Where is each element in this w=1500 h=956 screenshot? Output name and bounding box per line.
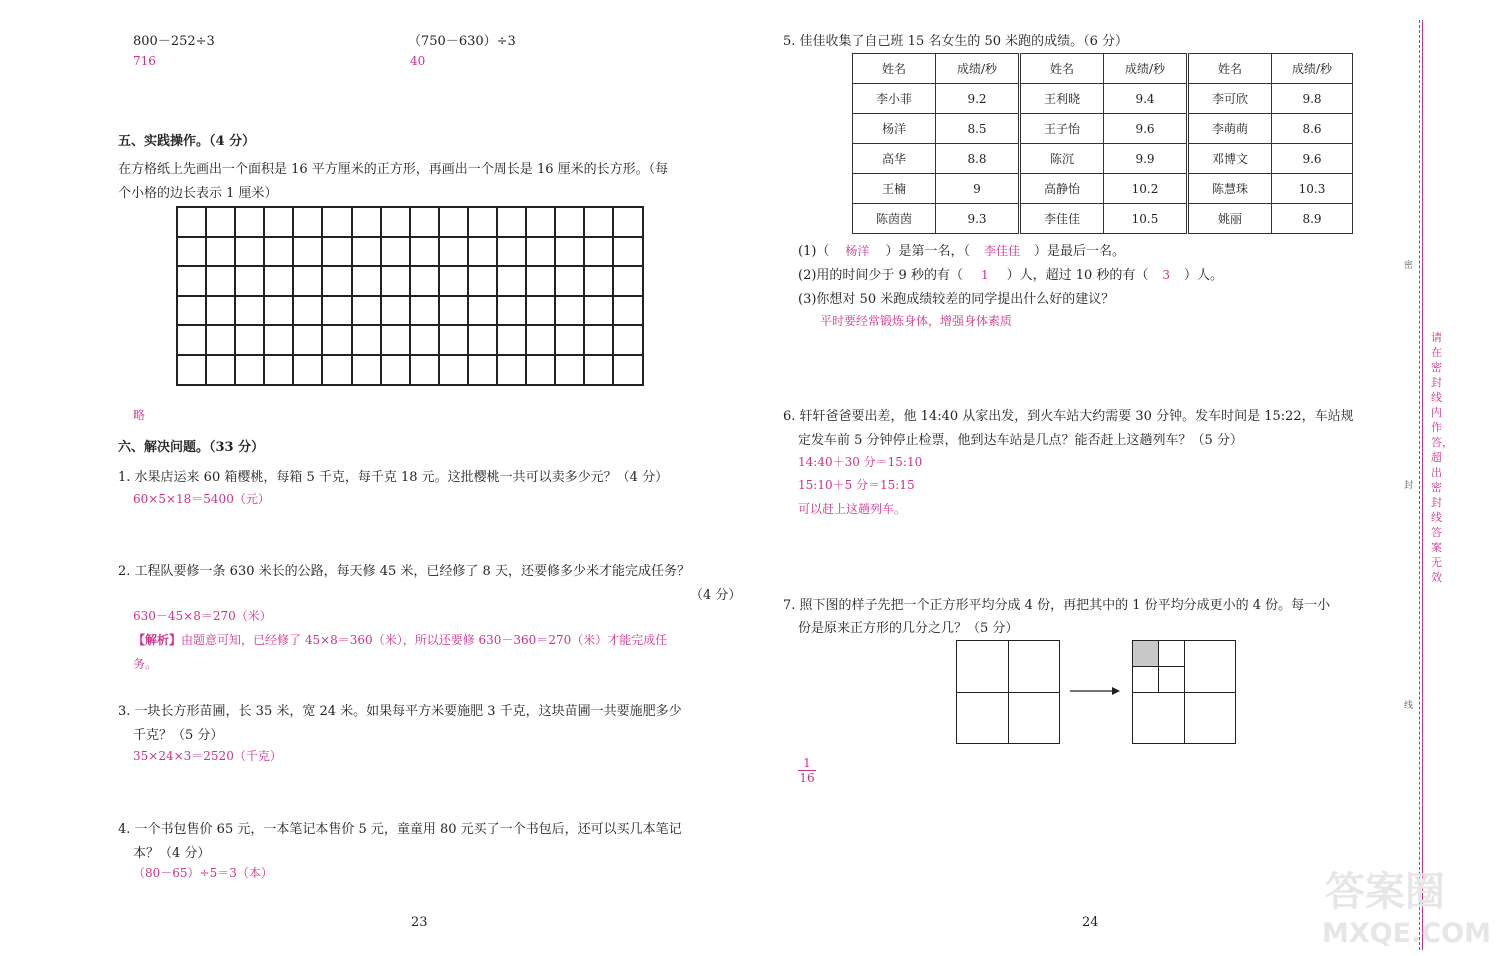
table-header-row bbox=[853, 54, 1353, 84]
grid-cell bbox=[293, 355, 322, 385]
grid-cell bbox=[264, 237, 293, 267]
table-row bbox=[853, 174, 1353, 204]
grid-cell bbox=[352, 237, 381, 267]
score-cell: 9.3 bbox=[936, 204, 1020, 234]
grid-cell bbox=[235, 207, 264, 237]
calc2-answer: 40 bbox=[410, 54, 426, 68]
grid-cell bbox=[352, 207, 381, 237]
grid-cell bbox=[613, 266, 642, 296]
grid-cell bbox=[468, 266, 497, 296]
grid-cell bbox=[264, 325, 293, 355]
score-cell: 8.5 bbox=[936, 114, 1020, 144]
grid-cell bbox=[555, 325, 584, 355]
page-number-right: 24 bbox=[1082, 915, 1099, 930]
grid-cell bbox=[352, 325, 381, 355]
shaded-small-part bbox=[1133, 641, 1158, 666]
student-name-cell: 王子怡 bbox=[1020, 114, 1104, 144]
grid-cell bbox=[584, 237, 613, 267]
grid-cell bbox=[381, 207, 410, 237]
q5-title: 5. 佳佳收集了自己班 15 名女生的 50 米跑的成绩。（6 分） bbox=[783, 34, 1129, 49]
table-row bbox=[853, 114, 1353, 144]
grid-cell bbox=[381, 296, 410, 326]
analysis-text: 由题意可知，已经修了 45×8＝360（米），所以还要修 630－360＝270（米）才能完成任 bbox=[181, 633, 668, 647]
section5-answer: 略 bbox=[133, 408, 146, 422]
section5-text-line2: 个小格的边长表示 1 厘米） bbox=[118, 186, 278, 201]
grid-cell bbox=[206, 296, 235, 326]
table-row bbox=[853, 204, 1353, 234]
student-name-cell: 王楠 bbox=[853, 174, 936, 204]
score-cell: 10.2 bbox=[1104, 174, 1188, 204]
grid-cell bbox=[555, 355, 584, 385]
table-header-cell: 成绩/秒 bbox=[936, 54, 1020, 84]
sub1-mid: ）是第一名，（ bbox=[885, 244, 970, 259]
grid-cell bbox=[264, 355, 293, 385]
grid-cell bbox=[206, 266, 235, 296]
grid-cell bbox=[293, 266, 322, 296]
grid-row bbox=[177, 237, 643, 267]
grid-cell bbox=[439, 325, 468, 355]
grid-cell bbox=[613, 296, 642, 326]
grid-cell bbox=[468, 355, 497, 385]
grid-cell bbox=[584, 207, 613, 237]
grid-cell bbox=[555, 266, 584, 296]
grid-cell bbox=[613, 355, 642, 385]
grid-cell bbox=[613, 207, 642, 237]
fraction-denominator: 16 bbox=[799, 771, 815, 785]
q5-sub3-answer: 平时要经常锻炼身体，增强身体素质 bbox=[820, 314, 1013, 328]
grid-cell bbox=[526, 325, 555, 355]
seal-notice: 请在密封线内作答，超出密封线答案无效 bbox=[1431, 331, 1453, 584]
grid-cell bbox=[584, 355, 613, 385]
grid-cell bbox=[584, 296, 613, 326]
grid-cell bbox=[235, 355, 264, 385]
q4-answer: （80－65）÷5＝3（本） bbox=[133, 866, 273, 880]
grid-cell bbox=[381, 237, 410, 267]
grid-cell bbox=[439, 237, 468, 267]
student-name-cell: 李萌萌 bbox=[1188, 114, 1272, 144]
grid-cell bbox=[177, 266, 206, 296]
sub2-mid: ）人，超过 10 秒的有（ bbox=[1006, 268, 1149, 283]
seal-mark-3: 线 bbox=[1404, 698, 1413, 711]
q4-text-line1: 4. 一个书包售价 65 元，一本笔记本售价 5 元，童童用 80 元买了一个书包后，还可以买几本笔记 bbox=[118, 822, 682, 837]
grid-cell bbox=[206, 237, 235, 267]
grid-row bbox=[177, 266, 643, 296]
grid-cell bbox=[177, 237, 206, 267]
grid-cell bbox=[468, 325, 497, 355]
q5-sub3-text: (3)你想对 50 米跑成绩较差的同学提出什么好的建议？ bbox=[798, 292, 1115, 307]
grid-cell bbox=[322, 207, 351, 237]
table-header-cell: 姓名 bbox=[1020, 54, 1104, 84]
student-name-cell: 高华 bbox=[853, 144, 936, 174]
grid-row bbox=[177, 207, 643, 237]
sub2-answer2: 3 bbox=[1162, 268, 1171, 282]
grid-cell bbox=[526, 296, 555, 326]
grid-cell bbox=[526, 355, 555, 385]
q3-answer: 35×24×3＝2520（千克） bbox=[133, 749, 282, 763]
sub1-pre: (1)（ bbox=[798, 244, 830, 259]
grid-cell bbox=[468, 296, 497, 326]
grid-cell bbox=[439, 207, 468, 237]
sub1-answer2: 李佳佳 bbox=[983, 244, 1020, 258]
grid-cell bbox=[584, 266, 613, 296]
score-cell: 8.8 bbox=[936, 144, 1020, 174]
calc2-expression: （750－630）÷3 bbox=[408, 34, 516, 49]
q6-text-line1: 6. 轩轩爸爸要出差，他 14:40 从家出发，到火车站大约需要 30 分钟。发车时间是 15:22，车站规 bbox=[783, 409, 1354, 424]
watermark-url: MXQE.COM bbox=[1322, 918, 1491, 949]
score-cell: 10.5 bbox=[1104, 204, 1188, 234]
section5-title: 五、实践操作。（4 分） bbox=[118, 134, 256, 149]
q2-answer: 630－45×8＝270（米） bbox=[133, 609, 272, 623]
q7-answer-fraction bbox=[798, 756, 816, 785]
calc1-expression: 800－252÷3 bbox=[133, 34, 215, 49]
grid-cell bbox=[322, 355, 351, 385]
grid-cell bbox=[410, 325, 439, 355]
score-cell: 9.6 bbox=[1104, 114, 1188, 144]
grid-cell bbox=[410, 207, 439, 237]
grid-cell bbox=[235, 237, 264, 267]
section6-title: 六、解决问题。（33 分） bbox=[118, 440, 265, 455]
grid-cell bbox=[439, 355, 468, 385]
grid-cell bbox=[322, 266, 351, 296]
square-grid-paper bbox=[176, 206, 644, 386]
q4-text-line2: 本？（4 分） bbox=[133, 846, 211, 861]
grid-cell bbox=[497, 296, 526, 326]
student-name-cell: 陈沉 bbox=[1020, 144, 1104, 174]
grid-cell bbox=[293, 296, 322, 326]
student-name-cell: 杨洋 bbox=[853, 114, 936, 144]
page-number-left: 23 bbox=[411, 915, 428, 930]
grid-cell bbox=[381, 355, 410, 385]
grid-cell bbox=[206, 325, 235, 355]
q7-text-line2: 份是原来正方形的几分之几？（5 分） bbox=[798, 621, 1019, 636]
grid-cell bbox=[322, 325, 351, 355]
q3-text-line1: 3. 一块长方形苗圃，长 35 米，宽 24 米。如果每平方米要施肥 3 千克，这块苗圃一共要施肥多少 bbox=[118, 704, 682, 719]
seal-line-solid bbox=[1422, 20, 1423, 950]
score-cell: 9 bbox=[936, 174, 1020, 204]
grid-cell bbox=[352, 296, 381, 326]
grid-cell bbox=[352, 266, 381, 296]
q5-sub1 bbox=[798, 240, 1125, 259]
score-cell: 9.4 bbox=[1104, 84, 1188, 114]
grid-cell bbox=[235, 325, 264, 355]
grid-cell bbox=[293, 237, 322, 267]
grid-cell bbox=[410, 296, 439, 326]
score-cell: 8.6 bbox=[1272, 114, 1353, 144]
q2-score: （4 分） bbox=[690, 588, 742, 603]
seal-line-dashed bbox=[1419, 20, 1420, 950]
q1-text: 1. 水果店运来 60 箱樱桃，每箱 5 千克，每千克 18 元。这批樱桃一共可以卖多少元？（4 分） bbox=[118, 470, 669, 485]
grid-cell bbox=[497, 207, 526, 237]
section5-text-line1: 在方格纸上先画出一个面积是 16 平方厘米的正方形，再画出一个周长是 16 厘米的长方形。（每 bbox=[118, 162, 669, 177]
q2-text: 2. 工程队要修一条 630 米长的公路，每天修 45 米，已经修了 8 天，还要修多少米才能完成任务？ bbox=[118, 564, 690, 579]
score-cell: 9.9 bbox=[1104, 144, 1188, 174]
grid-cell bbox=[293, 207, 322, 237]
grid-cell bbox=[497, 237, 526, 267]
grid-cell bbox=[526, 237, 555, 267]
running-score-table bbox=[852, 53, 1353, 234]
watermark-logo-text: 答案圈 bbox=[1325, 869, 1445, 915]
score-cell: 9.2 bbox=[936, 84, 1020, 114]
grid-cell bbox=[177, 355, 206, 385]
q6-answer-line1: 14:40＋30 分＝15:10 bbox=[798, 455, 923, 469]
score-cell: 9.6 bbox=[1272, 144, 1353, 174]
grid-cell bbox=[497, 325, 526, 355]
sub2-pre: (2)用的时间少于 9 秒的有（ bbox=[798, 268, 963, 283]
table-row bbox=[853, 144, 1353, 174]
grid-cell bbox=[235, 266, 264, 296]
student-name-cell: 邓博文 bbox=[1188, 144, 1272, 174]
grid-row bbox=[177, 325, 643, 355]
q6-answer-line2: 15:10＋5 分＝15:15 bbox=[798, 478, 915, 492]
grid-cell bbox=[613, 325, 642, 355]
grid-cell bbox=[555, 296, 584, 326]
q6-text-line2: 定发车前 5 分钟停止检票，他到达车站是几点？能否赶上这趟列车？（5 分） bbox=[798, 433, 1243, 448]
score-cell: 10.3 bbox=[1272, 174, 1353, 204]
analysis-tag: 【解析】 bbox=[133, 633, 182, 647]
grid-cell bbox=[322, 296, 351, 326]
q2-analysis-line1 bbox=[133, 631, 667, 648]
seal-mark-2: 封 bbox=[1404, 478, 1413, 491]
table-row bbox=[853, 84, 1353, 114]
grid-cell bbox=[526, 266, 555, 296]
grid-cell bbox=[497, 355, 526, 385]
table-header-cell: 姓名 bbox=[1188, 54, 1272, 84]
student-name-cell: 高静怡 bbox=[1020, 174, 1104, 204]
grid-row bbox=[177, 296, 643, 326]
grid-cell bbox=[264, 266, 293, 296]
q5-sub2 bbox=[798, 264, 1223, 283]
grid-cell bbox=[381, 266, 410, 296]
grid-cell bbox=[439, 266, 468, 296]
grid-cell bbox=[613, 237, 642, 267]
grid-cell bbox=[497, 266, 526, 296]
grid-cell bbox=[468, 237, 497, 267]
q6-answer-line3: 可以赶上这趟列车。 bbox=[798, 502, 907, 516]
fraction-numerator: 1 bbox=[803, 756, 811, 770]
grid-cell bbox=[322, 237, 351, 267]
student-name-cell: 陈茵茵 bbox=[853, 204, 936, 234]
grid-cell bbox=[381, 325, 410, 355]
grid-cell bbox=[177, 207, 206, 237]
q1-answer: 60×5×18＝5400（元） bbox=[133, 492, 270, 506]
sub2-post: ）人。 bbox=[1184, 268, 1224, 283]
grid-cell bbox=[468, 207, 497, 237]
sub1-post: ）是最后一名。 bbox=[1033, 244, 1125, 259]
grid-cell bbox=[177, 325, 206, 355]
score-cell: 9.8 bbox=[1272, 84, 1353, 114]
student-name-cell: 李佳佳 bbox=[1020, 204, 1104, 234]
grid-cell bbox=[555, 237, 584, 267]
q2-analysis-line2: 务。 bbox=[133, 657, 158, 671]
grid-cell bbox=[410, 237, 439, 267]
student-name-cell: 李小菲 bbox=[853, 84, 936, 114]
calc1-answer: 716 bbox=[133, 54, 156, 68]
student-name-cell: 陈慧珠 bbox=[1188, 174, 1272, 204]
grid-cell bbox=[526, 207, 555, 237]
score-cell: 8.9 bbox=[1272, 204, 1353, 234]
grid-cell bbox=[439, 296, 468, 326]
student-name-cell: 姚丽 bbox=[1188, 204, 1272, 234]
grid-cell bbox=[264, 296, 293, 326]
grid-cell bbox=[410, 266, 439, 296]
grid-cell bbox=[235, 296, 264, 326]
grid-cell bbox=[352, 355, 381, 385]
q3-text-line2: 千克？（5 分） bbox=[133, 728, 224, 743]
sub2-answer1: 1 bbox=[980, 268, 989, 282]
grid-cell bbox=[206, 207, 235, 237]
grid-cell bbox=[555, 207, 584, 237]
grid-cell bbox=[206, 355, 235, 385]
table-header-cell: 成绩/秒 bbox=[1104, 54, 1188, 84]
grid-row bbox=[177, 355, 643, 385]
table-header-cell: 成绩/秒 bbox=[1272, 54, 1353, 84]
q7-text-line1: 7. 照下图的样子先把一个正方形平均分成 4 份，再把其中的 1 份平均分成更小的 4 份。每一小 bbox=[783, 598, 1331, 613]
right-arrow-icon bbox=[1070, 684, 1122, 698]
student-name-cell: 李可欣 bbox=[1188, 84, 1272, 114]
grid-cell bbox=[264, 207, 293, 237]
student-name-cell: 王利晓 bbox=[1020, 84, 1104, 114]
seal-mark-1: 密 bbox=[1404, 258, 1413, 271]
square-four-parts bbox=[956, 640, 1060, 744]
grid-cell bbox=[177, 296, 206, 326]
grid-cell bbox=[410, 355, 439, 385]
sub1-answer1: 杨洋 bbox=[845, 244, 870, 258]
grid-cell bbox=[293, 325, 322, 355]
square-subdivided bbox=[1132, 640, 1236, 744]
table-header-cell: 姓名 bbox=[853, 54, 936, 84]
grid-cell bbox=[584, 325, 613, 355]
